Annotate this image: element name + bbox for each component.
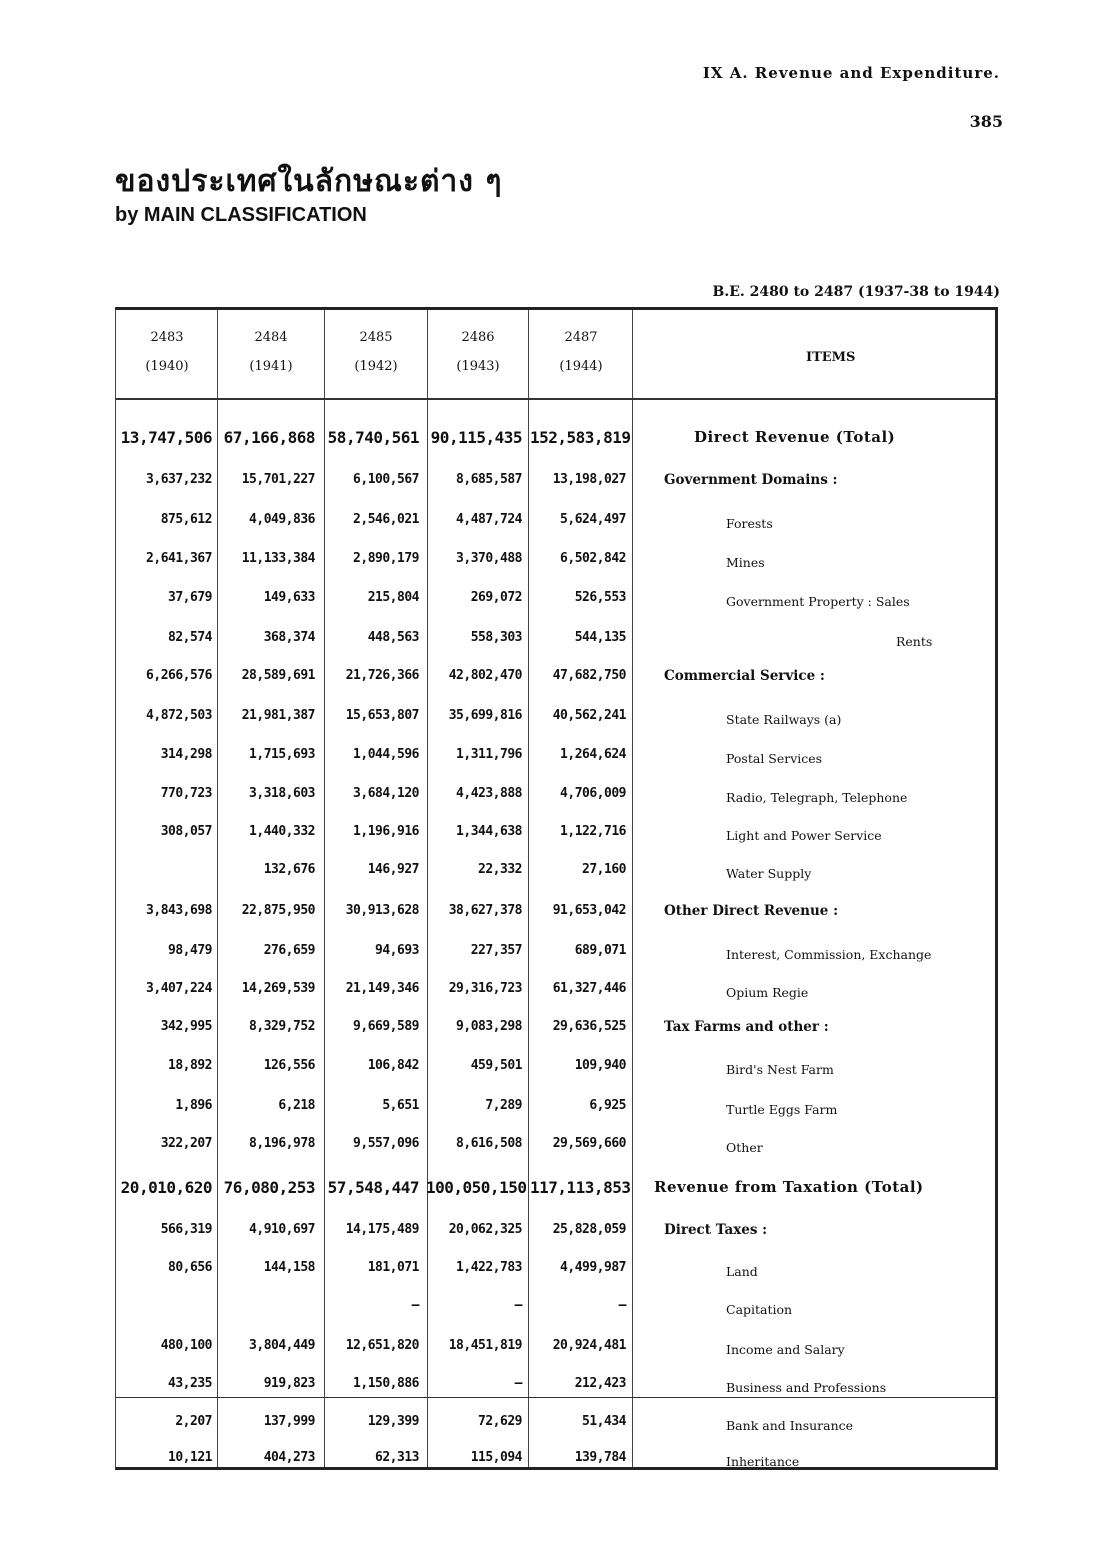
row-label: Income and Salary — [726, 1342, 845, 1357]
value-cell: 98,479 — [168, 943, 212, 958]
value-cell: 1,422,783 — [456, 1260, 522, 1275]
value-cell: 21,726,366 — [345, 668, 419, 683]
value-cell: 37,679 — [168, 590, 212, 605]
row-label: Opium Regie — [726, 985, 809, 1000]
value-cell: 25,828,059 — [552, 1222, 626, 1237]
value-cell: 109,940 — [574, 1058, 626, 1073]
value-cell: 566,319 — [160, 1222, 212, 1237]
value-cell: 3,637,232 — [146, 472, 212, 487]
value-cell: 22,332 — [478, 862, 522, 877]
value-cell: 15,701,227 — [241, 472, 315, 487]
value-cell: 308,057 — [160, 824, 212, 839]
value-cell: 5,624,497 — [560, 512, 626, 527]
value-cell: 106,842 — [367, 1058, 419, 1073]
value-cell: 67,166,868 — [223, 428, 315, 447]
value-cell: 770,723 — [160, 786, 212, 801]
row-label: Forests — [726, 516, 773, 531]
value-cell: 314,298 — [160, 747, 212, 762]
value-cell: 144,158 — [263, 1260, 315, 1275]
value-cell: 544,135 — [574, 630, 626, 645]
value-cell: 47,682,750 — [552, 668, 626, 683]
table-row — [116, 1298, 995, 1328]
table-row — [116, 668, 995, 698]
section-title: IX A. Revenue and Expenditure. — [702, 64, 1000, 82]
value-cell: 875,612 — [160, 512, 212, 527]
table-row — [116, 943, 995, 973]
value-cell: 38,627,378 — [448, 903, 522, 918]
value-cell: 1,896 — [175, 1098, 212, 1113]
value-cell: 15,653,807 — [345, 708, 419, 723]
value-cell: 8,685,587 — [456, 472, 522, 487]
value-cell: 30,913,628 — [345, 903, 419, 918]
row-label: Water Supply — [726, 866, 812, 881]
value-cell: 4,706,009 — [560, 786, 626, 801]
table-row — [116, 1178, 995, 1208]
value-cell: 689,071 — [574, 943, 626, 958]
value-cell: 20,924,481 — [552, 1338, 626, 1353]
value-cell: 20,062,325 — [448, 1222, 522, 1237]
row-label: Land — [726, 1264, 758, 1279]
value-cell: 3,370,488 — [456, 551, 522, 566]
value-cell: 76,080,253 — [223, 1178, 315, 1197]
value-cell: 4,423,888 — [456, 786, 522, 801]
row-label: Rents — [896, 634, 933, 649]
row-divider — [116, 1397, 995, 1398]
value-cell: 4,872,503 — [146, 708, 212, 723]
table-row — [116, 862, 995, 892]
table-row — [116, 1450, 995, 1480]
row-label: Radio, Telegraph, Telephone — [726, 790, 908, 805]
table-row — [116, 1019, 995, 1049]
value-cell: 181,071 — [367, 1260, 419, 1275]
table-row — [116, 428, 995, 458]
row-label: Government Domains : — [664, 472, 838, 488]
value-cell: 28,589,691 — [241, 668, 315, 683]
value-cell: 3,684,120 — [353, 786, 419, 801]
value-cell: — — [514, 1376, 522, 1391]
row-label: Light and Power Service — [726, 828, 882, 843]
value-cell: 18,451,819 — [448, 1338, 522, 1353]
value-cell: 6,266,576 — [146, 668, 212, 683]
value-cell: 919,823 — [263, 1376, 315, 1391]
table-row — [116, 1222, 995, 1252]
value-cell: 18,892 — [168, 1058, 212, 1073]
row-label: Tax Farms and other : — [664, 1019, 829, 1035]
value-cell: 4,049,836 — [249, 512, 315, 527]
value-cell: 1,150,886 — [353, 1376, 419, 1391]
value-cell: 90,115,435 — [430, 428, 522, 447]
value-cell: 139,784 — [574, 1450, 626, 1465]
value-cell: 2,890,179 — [353, 551, 419, 566]
value-cell: 72,629 — [478, 1414, 522, 1429]
value-cell: 6,218 — [278, 1098, 315, 1113]
table-row — [116, 708, 995, 738]
table-row — [116, 1376, 995, 1406]
items-header: ITEMS — [806, 350, 856, 365]
table-row — [116, 1098, 995, 1128]
value-cell: 146,927 — [367, 862, 419, 877]
value-cell: 1,196,916 — [353, 824, 419, 839]
value-cell: 40,562,241 — [552, 708, 626, 723]
value-cell: 4,910,697 — [249, 1222, 315, 1237]
value-cell: 7,289 — [485, 1098, 522, 1113]
value-cell: 2,546,021 — [353, 512, 419, 527]
value-cell: 342,995 — [160, 1019, 212, 1034]
value-cell: 269,072 — [470, 590, 522, 605]
value-cell: 62,313 — [375, 1450, 419, 1465]
row-label: Postal Services — [726, 751, 823, 766]
row-label: Interest, Commission, Exchange — [726, 947, 932, 962]
row-label: Turtle Eggs Farm — [726, 1102, 838, 1117]
table-header — [116, 310, 995, 400]
value-cell: 149,633 — [263, 590, 315, 605]
table-row — [116, 1338, 995, 1368]
value-cell: 13,198,027 — [552, 472, 626, 487]
table-row — [116, 1260, 995, 1290]
value-cell: 1,311,796 — [456, 747, 522, 762]
value-cell: 11,133,384 — [241, 551, 315, 566]
value-cell: 132,676 — [263, 862, 315, 877]
value-cell: 1,044,596 — [353, 747, 419, 762]
value-cell: 58,740,561 — [327, 428, 419, 447]
value-cell: 5,651 — [382, 1098, 419, 1113]
classification-heading: by MAIN CLASSIFICATION — [115, 204, 367, 226]
value-cell: 43,235 — [168, 1376, 212, 1391]
value-cell: 1,344,638 — [456, 824, 522, 839]
value-cell: 1,440,332 — [249, 824, 315, 839]
value-cell: 1,715,693 — [249, 747, 315, 762]
value-cell: 152,583,819 — [530, 428, 631, 447]
value-cell: 35,699,816 — [448, 708, 522, 723]
column-header-2484: 2484 (1941) — [249, 330, 293, 374]
value-cell: 8,616,508 — [456, 1136, 522, 1151]
value-cell: 9,083,298 — [456, 1019, 522, 1034]
period-label: B.E. 2480 to 2487 (1937-38 to 1944) — [712, 284, 1000, 300]
value-cell: 137,999 — [263, 1414, 315, 1429]
value-cell: 12,651,820 — [345, 1338, 419, 1353]
value-cell: 9,557,096 — [353, 1136, 419, 1151]
table-row — [116, 512, 995, 542]
value-cell: 212,423 — [574, 1376, 626, 1391]
value-cell: 1,122,716 — [560, 824, 626, 839]
value-cell: — — [411, 1298, 419, 1313]
value-cell: 459,501 — [470, 1058, 522, 1073]
row-label: Capitation — [726, 1302, 793, 1317]
table-row — [116, 747, 995, 777]
value-cell: 6,502,842 — [560, 551, 626, 566]
table-row — [116, 551, 995, 581]
row-label: Other — [726, 1140, 763, 1155]
table-row — [116, 1414, 995, 1444]
value-cell: 14,269,539 — [241, 981, 315, 996]
value-cell: 368,374 — [263, 630, 315, 645]
row-label: Bank and Insurance — [726, 1418, 854, 1433]
value-cell: 117,113,853 — [530, 1178, 631, 1197]
value-cell: 42,802,470 — [448, 668, 522, 683]
value-cell: 21,981,387 — [241, 708, 315, 723]
row-label: Bird's Nest Farm — [726, 1062, 834, 1077]
table-row — [116, 1058, 995, 1088]
page-number: 385 — [969, 112, 1003, 131]
value-cell: 526,553 — [574, 590, 626, 605]
value-cell: 6,925 — [589, 1098, 626, 1113]
value-cell: — — [618, 1298, 626, 1313]
table-row — [116, 786, 995, 816]
row-label: Other Direct Revenue : — [664, 903, 839, 919]
table-row — [116, 903, 995, 933]
value-cell: 2,207 — [175, 1414, 212, 1429]
column-header-2483: 2483 (1940) — [145, 330, 189, 374]
value-cell: — — [514, 1298, 522, 1313]
value-cell: 448,563 — [367, 630, 419, 645]
value-cell: 1,264,624 — [560, 747, 626, 762]
value-cell: 94,693 — [375, 943, 419, 958]
value-cell: 4,499,987 — [560, 1260, 626, 1275]
row-label: Direct Revenue (Total) — [694, 428, 896, 446]
value-cell: 480,100 — [160, 1338, 212, 1353]
value-cell: 126,556 — [263, 1058, 315, 1073]
table-row — [116, 824, 995, 854]
value-cell: 129,399 — [367, 1414, 419, 1429]
value-cell: 115,094 — [470, 1450, 522, 1465]
column-header-2485: 2485 (1942) — [354, 330, 398, 374]
row-label: Revenue from Taxation (Total) — [654, 1178, 924, 1196]
row-label: Business and Professions — [726, 1380, 887, 1395]
revenue-table — [115, 307, 998, 1470]
row-label: Commercial Service : — [664, 668, 825, 684]
table-row — [116, 1136, 995, 1166]
value-cell: 61,327,446 — [552, 981, 626, 996]
value-cell: 20,010,620 — [120, 1178, 212, 1197]
value-cell: 91,653,042 — [552, 903, 626, 918]
value-cell: 27,160 — [582, 862, 626, 877]
table-row — [116, 630, 995, 660]
value-cell: 2,641,367 — [146, 551, 212, 566]
row-label: Mines — [726, 555, 765, 570]
column-header-2486: 2486 (1943) — [456, 330, 500, 374]
value-cell: 8,329,752 — [249, 1019, 315, 1034]
value-cell: 82,574 — [168, 630, 212, 645]
value-cell: 21,149,346 — [345, 981, 419, 996]
value-cell: 51,434 — [582, 1414, 626, 1429]
value-cell: 100,050,150 — [426, 1178, 527, 1197]
value-cell: 57,548,447 — [327, 1178, 419, 1197]
row-label: Inheritance — [726, 1454, 800, 1469]
value-cell: 22,875,950 — [241, 903, 315, 918]
value-cell: 3,407,224 — [146, 981, 212, 996]
value-cell: 4,487,724 — [456, 512, 522, 527]
value-cell: 558,303 — [470, 630, 522, 645]
value-cell: 276,659 — [263, 943, 315, 958]
table-row — [116, 472, 995, 502]
value-cell: 227,357 — [470, 943, 522, 958]
row-label: Direct Taxes : — [664, 1222, 768, 1238]
value-cell: 8,196,978 — [249, 1136, 315, 1151]
value-cell: 29,569,660 — [552, 1136, 626, 1151]
value-cell: 3,843,698 — [146, 903, 212, 918]
value-cell: 3,804,449 — [249, 1338, 315, 1353]
value-cell: 80,656 — [168, 1260, 212, 1275]
value-cell: 13,747,506 — [120, 428, 212, 447]
value-cell: 215,804 — [367, 590, 419, 605]
row-label: Government Property : Sales — [726, 594, 910, 609]
value-cell: 10,121 — [168, 1450, 212, 1465]
value-cell: 322,207 — [160, 1136, 212, 1151]
table-row — [116, 981, 995, 1011]
value-cell: 14,175,489 — [345, 1222, 419, 1237]
row-label: State Railways (a) — [726, 712, 842, 727]
column-header-2487: 2487 (1944) — [559, 330, 603, 374]
value-cell: 29,636,525 — [552, 1019, 626, 1034]
value-cell: 29,316,723 — [448, 981, 522, 996]
value-cell: 404,273 — [263, 1450, 315, 1465]
value-cell: 3,318,603 — [249, 786, 315, 801]
thai-heading: ของประเทศในลักษณะต่าง ๆ — [115, 164, 503, 199]
value-cell: 9,669,589 — [353, 1019, 419, 1034]
value-cell: 6,100,567 — [353, 472, 419, 487]
table-row — [116, 590, 995, 620]
